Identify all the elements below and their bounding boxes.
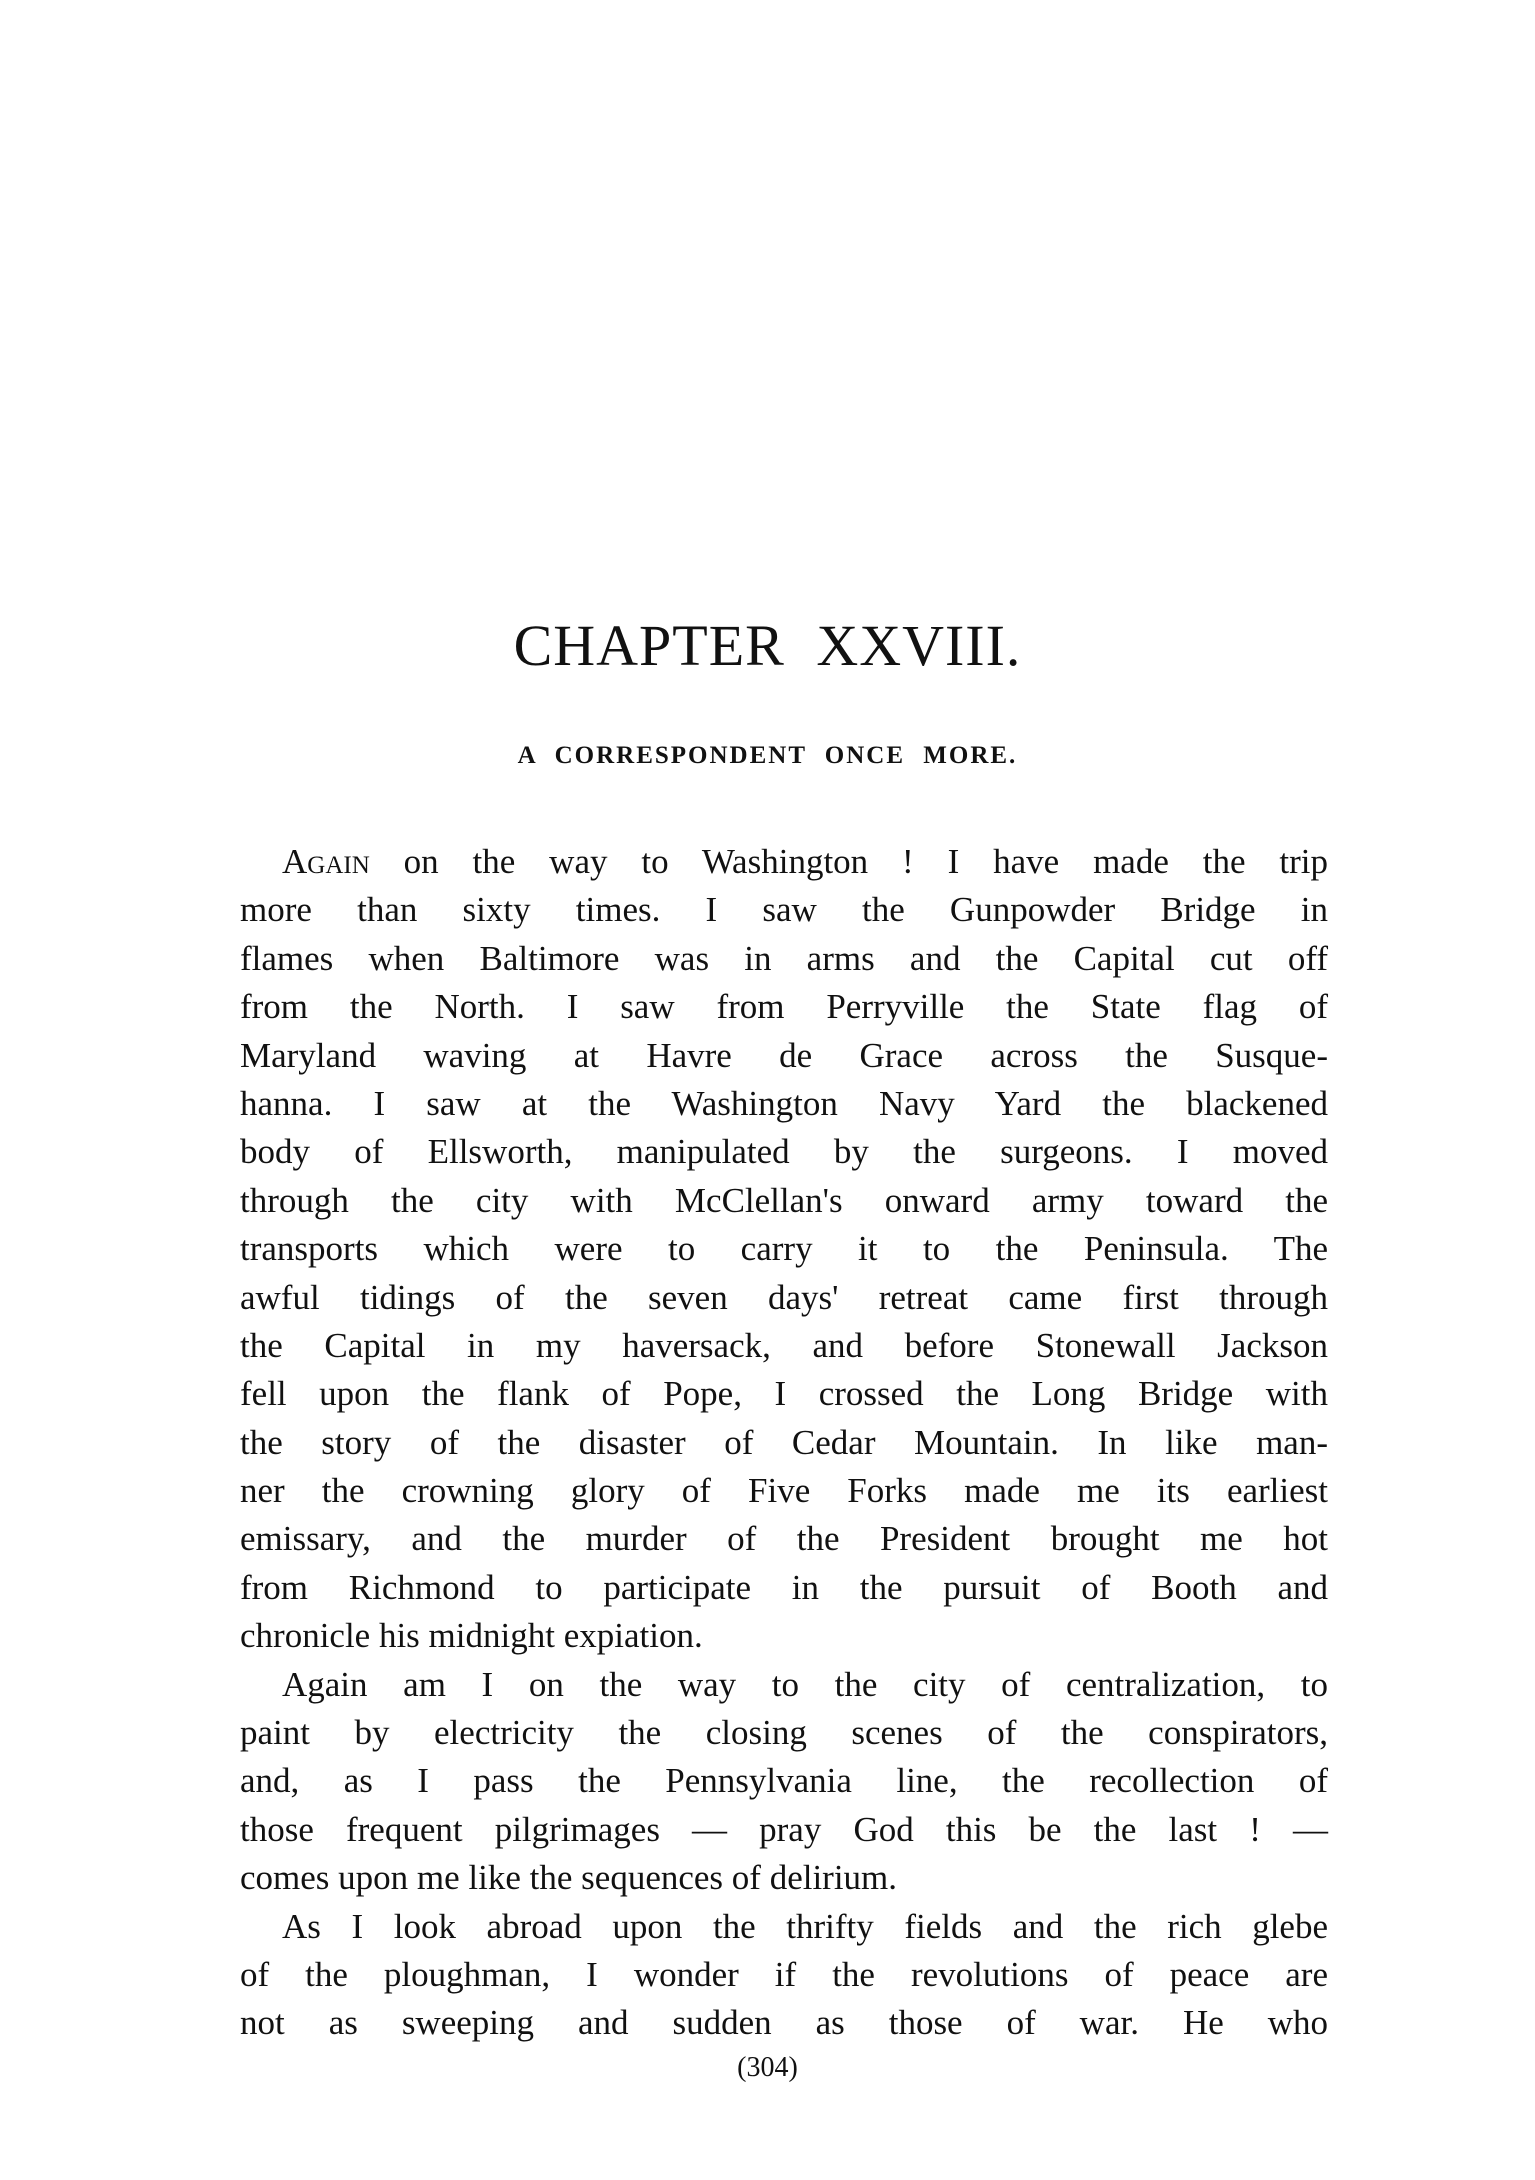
text-line xyxy=(240,1225,1328,1273)
text-line xyxy=(240,1370,1328,1418)
body-text xyxy=(240,838,1328,2048)
text-line xyxy=(240,838,1328,886)
paragraph xyxy=(240,838,1328,1661)
line-text: the Capital in my haversack, and before Stonewall Jackson xyxy=(240,1325,1328,1365)
line-text: on the way to Washington ! I have made the trip xyxy=(369,842,1328,881)
line-text: those frequent pilgrimages — pray God this be the last ! — xyxy=(240,1809,1328,1849)
text-line xyxy=(240,886,1328,934)
line-text: not as sweeping and sudden as those of war. He who xyxy=(240,2003,1328,2043)
page-number: (304) xyxy=(737,2052,798,2083)
text-line xyxy=(240,1709,1328,1757)
text-line xyxy=(240,983,1328,1031)
line-text: more than sixty times. I saw the Gunpowder Bridge in xyxy=(240,890,1328,930)
text-line xyxy=(240,1903,1328,1951)
text-line xyxy=(240,1322,1328,1370)
text-line xyxy=(240,1564,1328,1612)
text-line xyxy=(240,1854,1328,1902)
line-text: ner the crowning glory of Five Forks made me its earliest xyxy=(240,1471,1328,1511)
text-line xyxy=(240,1128,1328,1176)
text-line xyxy=(240,1515,1328,1563)
text-line xyxy=(240,1999,1328,2047)
paragraph xyxy=(240,1903,1328,2048)
chapter-title: CHAPTER XXVIII. xyxy=(513,613,1022,678)
text-line xyxy=(240,1757,1328,1805)
line-text: body of Ellsworth, manipulated by the surgeons. I moved xyxy=(240,1132,1328,1172)
line-text: paint by electricity the closing scenes of the conspirators, xyxy=(240,1713,1328,1753)
text-line xyxy=(240,935,1328,983)
text-line xyxy=(240,1274,1328,1322)
text-line xyxy=(240,1806,1328,1854)
text-line xyxy=(240,1467,1328,1515)
line-text: transports which were to carry it to the Peninsula. The xyxy=(240,1229,1328,1269)
line-text: and, as I pass the Pennsylvania line, the recollection of xyxy=(240,1761,1328,1801)
line-text: the story of the disaster of Cedar Mountain. In like man- xyxy=(240,1422,1328,1462)
line-text: from Richmond to participate in the pursuit of Booth and xyxy=(240,1567,1328,1607)
paragraph xyxy=(240,1661,1328,1903)
line-text: emissary, and the murder of the President brought me hot xyxy=(240,1519,1328,1559)
line-text: Maryland waving at Havre de Grace across the Susque- xyxy=(240,1035,1328,1075)
chapter-subtitle: A CORRESPONDENT ONCE MORE. xyxy=(517,742,1018,769)
text-line xyxy=(240,1419,1328,1467)
small-caps-lead-word: Again xyxy=(282,842,370,881)
text-line xyxy=(240,1661,1328,1709)
text-line xyxy=(240,1612,1328,1660)
text-line xyxy=(240,1032,1328,1080)
line-text: of the ploughman, I wonder if the revolutions of peace are xyxy=(240,1954,1328,1994)
text-line xyxy=(240,1177,1328,1225)
line-text: from the North. I saw from Perryville the State flag of xyxy=(240,987,1328,1027)
line-text: awful tidings of the seven days' retreat came first through xyxy=(240,1277,1328,1317)
line-text: flames when Baltimore was in arms and the Capital cut off xyxy=(240,938,1328,978)
line-text: Again am I on the way to the city of centralization, to xyxy=(282,1664,1328,1704)
line-text: comes upon me like the sequences of delirium. xyxy=(240,1858,898,1898)
line-text: chronicle his midnight expiation. xyxy=(240,1616,703,1656)
line-text: hanna. I saw at the Washington Navy Yard the blackened xyxy=(240,1083,1328,1123)
text-line xyxy=(240,1951,1328,1999)
line-text: As I look abroad upon the thrifty fields and the rich glebe xyxy=(282,1906,1328,1946)
line-text: fell upon the flank of Pope, I crossed the Long Bridge with xyxy=(240,1374,1328,1414)
line-text: through the city with McClellan's onward army toward the xyxy=(240,1180,1328,1220)
text-line xyxy=(240,1080,1328,1128)
